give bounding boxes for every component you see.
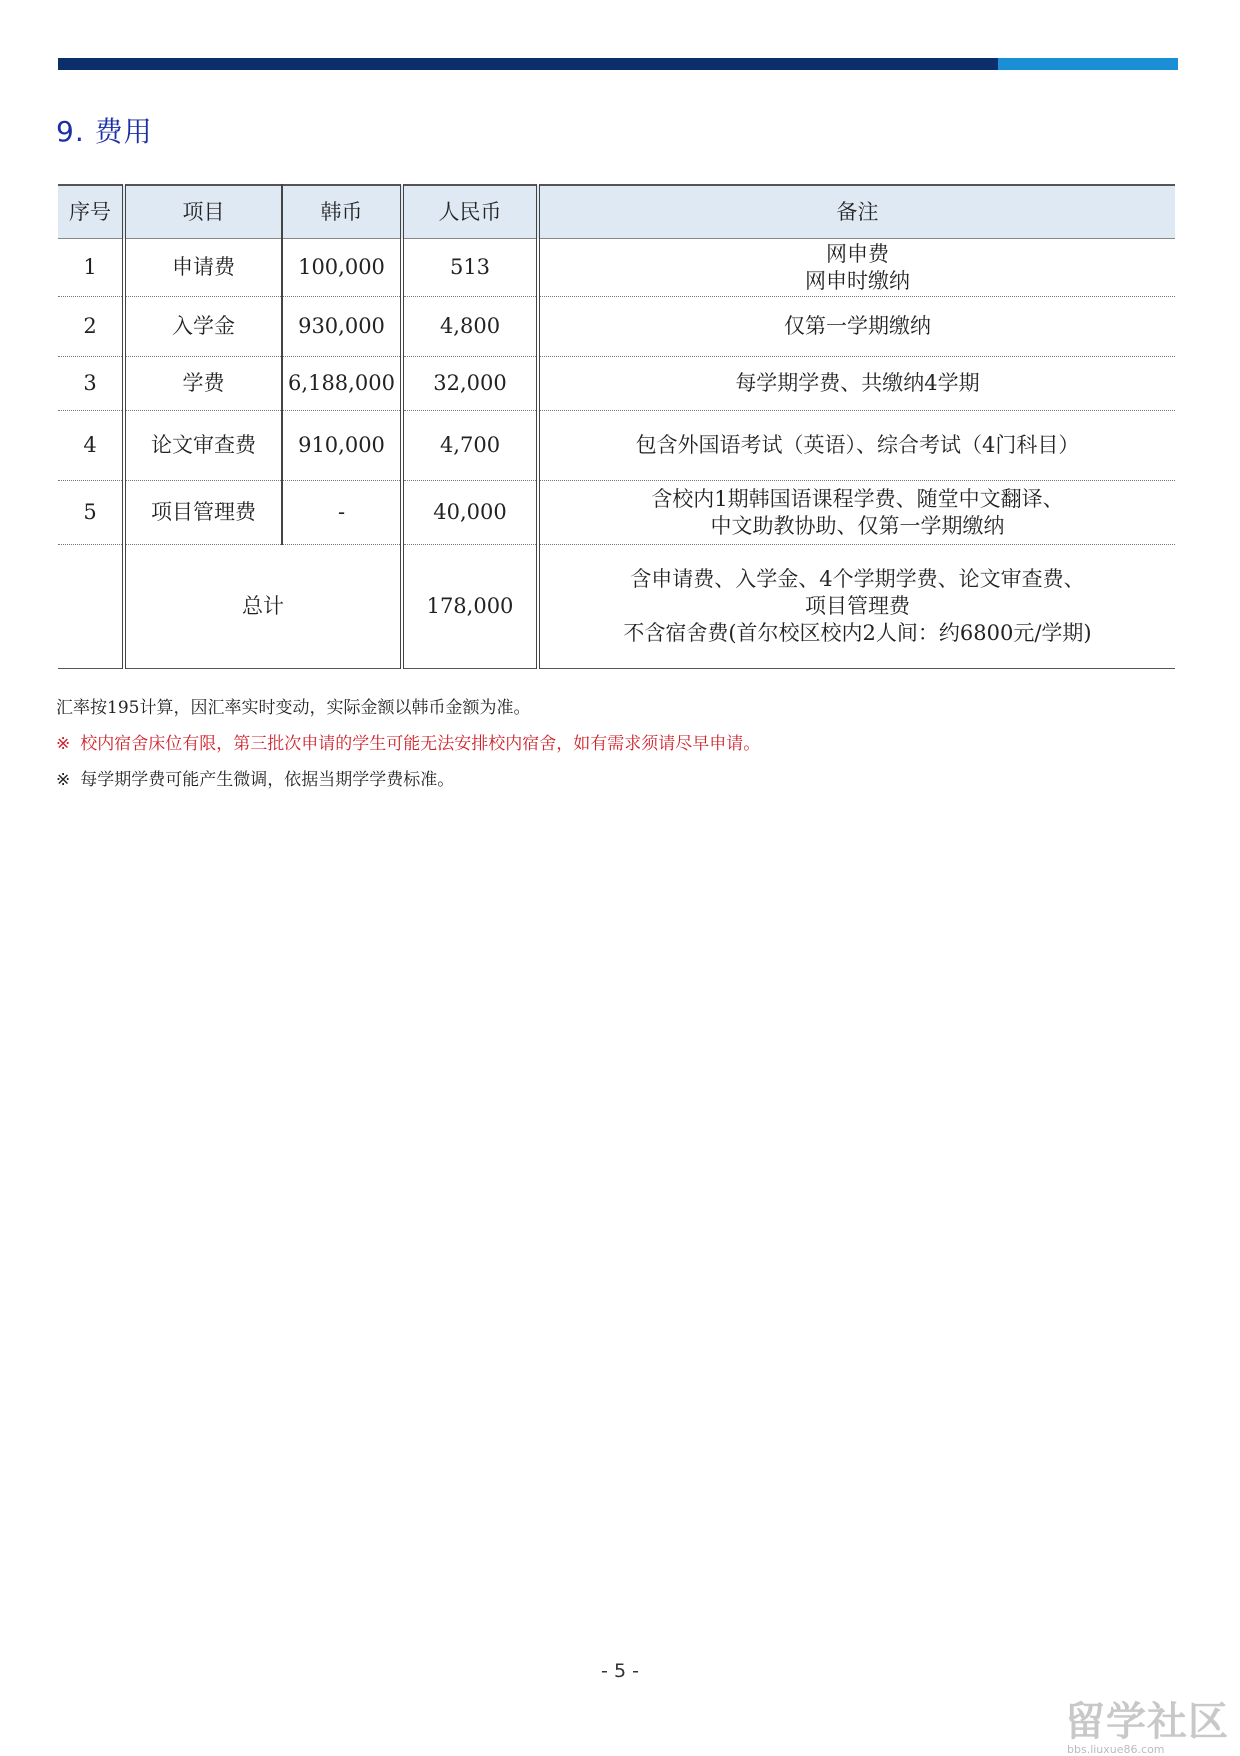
footnotes: [56, 690, 760, 798]
cell-rmb: 513: [402, 239, 538, 297]
cell-no: 3: [58, 357, 124, 411]
cell-no-empty: [58, 545, 124, 669]
cell-item: 学费: [124, 357, 282, 411]
cell-item: 论文审查费: [124, 411, 282, 481]
header-note: 备注: [538, 185, 1175, 239]
cell-rmb: 4,800: [402, 297, 538, 357]
note-line: 项目管理费: [805, 594, 910, 618]
fee-table: [58, 184, 1175, 669]
section-title: 9. 费用: [56, 115, 153, 148]
top-accent-bar-dark: [58, 58, 998, 70]
cell-krw: 100,000: [282, 239, 402, 297]
cell-krw: -: [282, 481, 402, 545]
note-line: 仅第一学期缴纳: [784, 314, 931, 338]
tuition-note: [56, 762, 760, 798]
cell-rmb: 4,700: [402, 411, 538, 481]
header-no: 序号: [58, 185, 124, 239]
total-rmb: 178,000: [402, 545, 538, 669]
fee-table-header-row: [58, 185, 1175, 239]
cell-krw: 6,188,000: [282, 357, 402, 411]
note-line: 包含外国语考试（英语）、综合考试（4门科目）: [635, 433, 1080, 457]
note-line: 每学期学费、共缴纳4学期: [735, 371, 980, 395]
cell-no: 4: [58, 411, 124, 481]
header-krw: 韩币: [282, 185, 402, 239]
cell-no: 5: [58, 481, 124, 545]
cell-rmb: 40,000: [402, 481, 538, 545]
cell-rmb: 32,000: [402, 357, 538, 411]
header-item: 项目: [124, 185, 282, 239]
cell-note: [538, 297, 1175, 357]
cell-krw: 910,000: [282, 411, 402, 481]
total-label: 总计: [124, 545, 402, 669]
page-number: - 5 -: [601, 1660, 639, 1682]
cell-note: [538, 411, 1175, 481]
cell-item: 入学金: [124, 297, 282, 357]
tuition-note-text: 每学期学费可能产生微调，依据当期学学费标准。: [80, 770, 455, 790]
dorm-warning-note: [56, 726, 760, 762]
table-row: [58, 357, 1175, 411]
reference-mark: ※: [56, 770, 71, 790]
watermark-main: 留学社区: [1065, 1699, 1229, 1745]
dorm-warning-text: 校内宿舍床位有限，第三批次申请的学生可能无法安排校内宿舍，如有需求须请尽早申请。: [80, 734, 761, 754]
watermark-sub: bbs.liuxue86.com: [1067, 1743, 1165, 1756]
note-line: 网申时缴纳: [805, 268, 910, 293]
cell-krw: 930,000: [282, 297, 402, 357]
cell-no: 1: [58, 239, 124, 297]
table-row: [58, 239, 1175, 297]
table-total-row: [58, 545, 1175, 669]
total-note: [538, 545, 1175, 669]
exchange-rate-note: 汇率按195计算，因汇率实时变动，实际金额以韩币金额为准。: [56, 698, 531, 718]
table-row: [58, 411, 1175, 481]
top-accent-bar-light: [998, 58, 1178, 70]
reference-mark: ※: [56, 734, 71, 754]
cell-note: [538, 481, 1175, 545]
note-line: 中文助教协助、仅第一学期缴纳: [710, 513, 1005, 538]
note-line: 含校内1期韩国语课程学费、随堂中文翻译、: [651, 486, 1064, 511]
cell-no: 2: [58, 297, 124, 357]
cell-note: [538, 357, 1175, 411]
cell-item: 申请费: [124, 239, 282, 297]
cell-item: 项目管理费: [124, 481, 282, 545]
note-line: 不含宿舍费(首尔校区校内2人间：约6800元/学期): [623, 621, 1092, 645]
table-row: [58, 481, 1175, 545]
note-line: 含申请费、入学金、4个学期学费、论文审查费、: [630, 567, 1085, 591]
watermark-logo: [1065, 1690, 1230, 1756]
header-rmb: 人民币: [402, 185, 538, 239]
note-line: 网申费: [826, 241, 889, 266]
top-accent-bar: [58, 58, 1178, 70]
table-row: [58, 297, 1175, 357]
cell-note: [538, 239, 1175, 297]
